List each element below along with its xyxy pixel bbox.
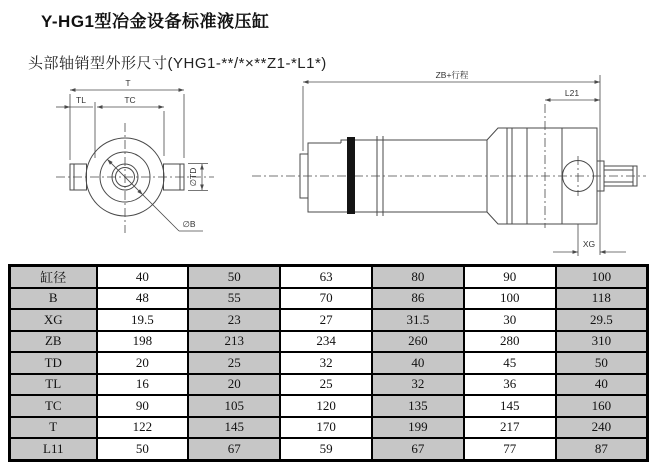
value-cell: 50: [97, 438, 189, 460]
row-label: B: [10, 288, 97, 310]
value-cell: 260: [372, 331, 464, 353]
value-cell: 48: [97, 288, 189, 310]
value-cell: 145: [188, 417, 280, 439]
row-label: TC: [10, 395, 97, 417]
dim-label-zb: ZB+行程: [435, 70, 469, 80]
row-label: XG: [10, 309, 97, 331]
value-cell: 240: [556, 417, 648, 439]
row-label: TL: [10, 374, 97, 396]
value-cell: 50: [556, 352, 648, 374]
table-row: [10, 417, 648, 439]
dim-label-tl: TL: [76, 95, 86, 105]
value-cell: 31.5: [372, 309, 464, 331]
front-view-drawing: [56, 78, 214, 233]
value-cell: 213: [188, 331, 280, 353]
row-label: ZB: [10, 331, 97, 353]
table-row: [10, 374, 648, 396]
dimension-table-body: [10, 266, 648, 461]
value-cell: 135: [372, 395, 464, 417]
value-cell: 55: [188, 288, 280, 310]
dimension-table: [8, 264, 649, 462]
value-cell: 19.5: [97, 309, 189, 331]
row-label: T: [10, 417, 97, 439]
dim-label-td: ∅TD: [188, 167, 198, 187]
value-cell: 77: [464, 438, 556, 460]
dim-label-l21: L21: [564, 88, 580, 98]
value-cell: 198: [97, 331, 189, 353]
value-cell: 100: [556, 266, 648, 288]
value-cell: 63: [280, 266, 372, 288]
value-cell: 160: [556, 395, 648, 417]
value-cell: 170: [280, 417, 372, 439]
value-cell: 118: [556, 288, 648, 310]
value-cell: 27: [280, 309, 372, 331]
value-cell: 145: [464, 395, 556, 417]
value-cell: 70: [280, 288, 372, 310]
value-cell: 50: [188, 266, 280, 288]
table-row: [10, 352, 648, 374]
value-cell: 32: [372, 374, 464, 396]
value-cell: 25: [280, 374, 372, 396]
value-cell: 40: [372, 352, 464, 374]
table-row: [10, 395, 648, 417]
value-cell: 40: [556, 374, 648, 396]
row-label: L11: [10, 438, 97, 460]
value-cell: 234: [280, 331, 372, 353]
value-cell: 80: [372, 266, 464, 288]
value-cell: 105: [188, 395, 280, 417]
value-cell: 310: [556, 331, 648, 353]
value-cell: 59: [280, 438, 372, 460]
value-cell: 30: [464, 309, 556, 331]
side-view-drawing: [252, 70, 646, 256]
value-cell: 67: [372, 438, 464, 460]
value-cell: 36: [464, 374, 556, 396]
value-cell: 90: [464, 266, 556, 288]
value-cell: 217: [464, 417, 556, 439]
value-cell: 29.5: [556, 309, 648, 331]
dim-label-xg: XG: [582, 239, 596, 249]
dim-label-b: ∅B: [182, 219, 196, 229]
value-cell: 100: [464, 288, 556, 310]
dim-label-tc: TC: [124, 95, 136, 105]
value-cell: 20: [188, 374, 280, 396]
value-cell: 40: [97, 266, 189, 288]
value-cell: 16: [97, 374, 189, 396]
table-row: [10, 438, 648, 460]
dim-label-t: T: [125, 78, 131, 88]
seal-band: [347, 137, 355, 214]
value-cell: 86: [372, 288, 464, 310]
value-cell: 122: [97, 417, 189, 439]
value-cell: 25: [188, 352, 280, 374]
value-cell: 20: [97, 352, 189, 374]
value-cell: 90: [97, 395, 189, 417]
value-cell: 45: [464, 352, 556, 374]
value-cell: 120: [280, 395, 372, 417]
table-row: [10, 331, 648, 353]
value-cell: 23: [188, 309, 280, 331]
page-title: Y-HG1型冶金设备标准液压缸: [41, 12, 270, 31]
table-row: [10, 288, 648, 310]
table-row: [10, 309, 648, 331]
row-label: 缸径: [10, 266, 97, 288]
value-cell: 32: [280, 352, 372, 374]
page-subtitle: 头部轴销型外形尺寸(YHG1-**/*×**Z1-*L1*): [28, 55, 327, 72]
value-cell: 67: [188, 438, 280, 460]
value-cell: 280: [464, 331, 556, 353]
row-label: TD: [10, 352, 97, 374]
table-row: [10, 266, 648, 288]
value-cell: 87: [556, 438, 648, 460]
value-cell: 199: [372, 417, 464, 439]
